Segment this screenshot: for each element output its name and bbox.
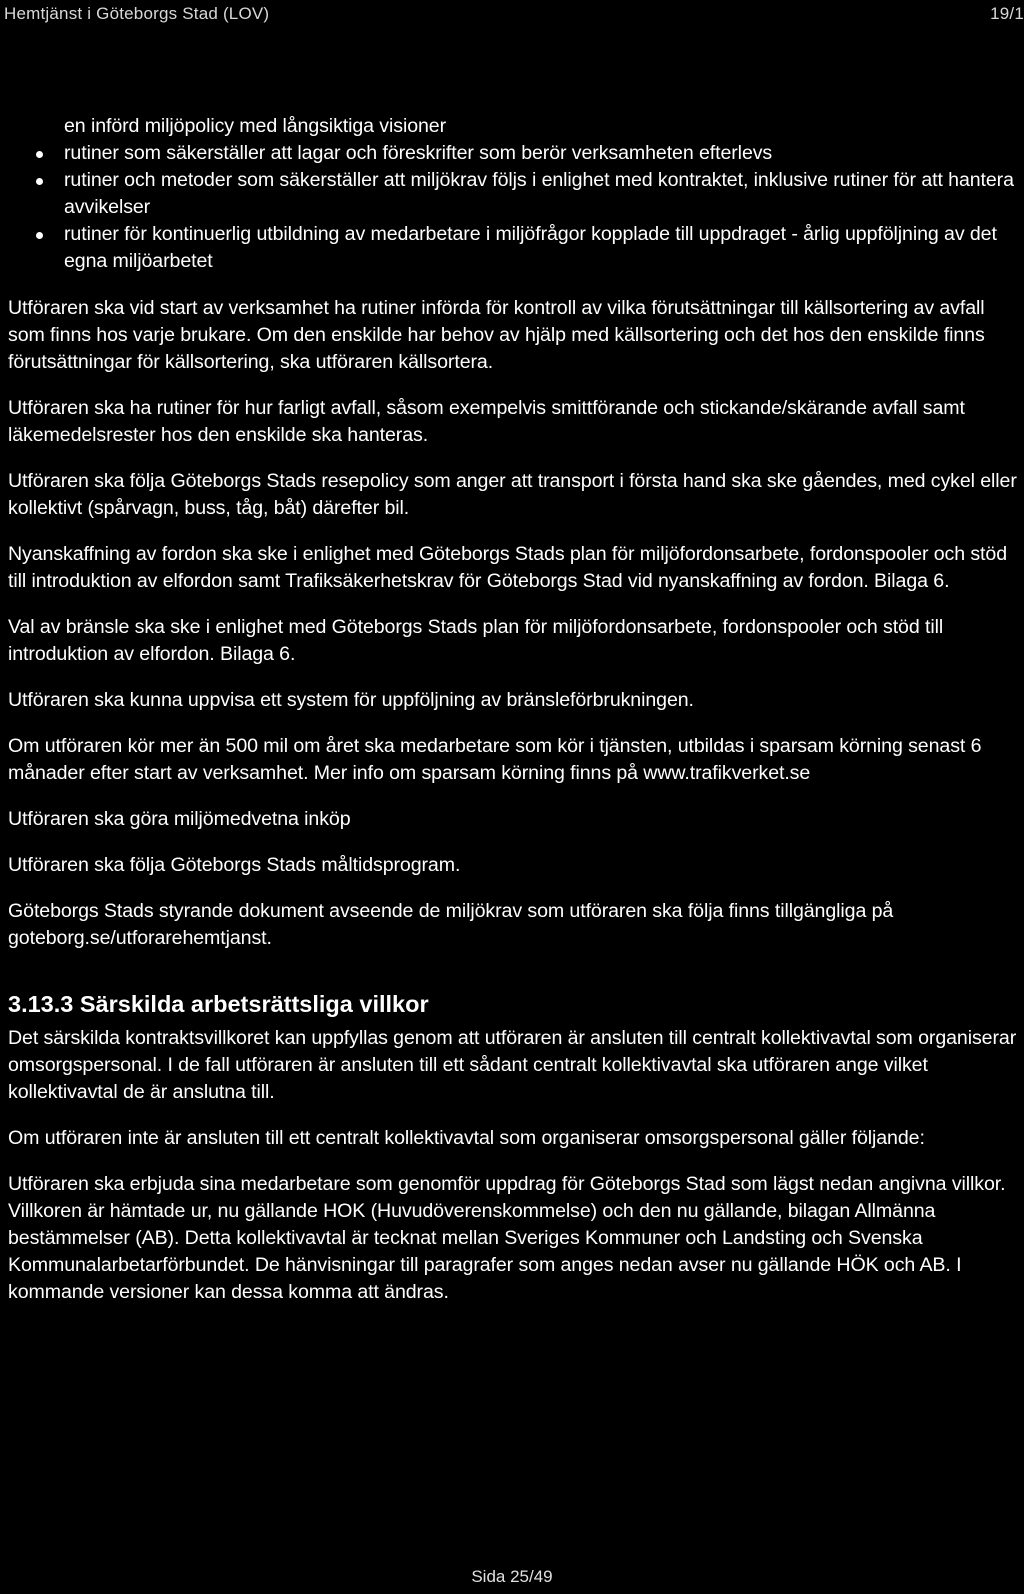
document-reference: 19/1 [990,4,1024,23]
paragraph-purchasing: Utföraren ska göra miljömedvetna inköp [8,808,351,830]
paragraph-governing-documents: Göteborgs Stads styrande dokument avseende de miljökrav som utföraren ska följa finns tillgängliga på goteborg.se/utforarehemtjanst. [8,900,894,949]
list-item-text: rutiner och metoder som säkerställer att miljökrav följs i enlighet med kontraktet, inklusive rutiner för att hantera avvikelser [64,169,1014,218]
section-heading: 3.13.3 Särskilda arbetsrättsliga villkor [8,991,429,1017]
page-number: Sida 25/49 [471,1567,553,1586]
requirements-list [8,140,1018,275]
bullet-icon [36,151,43,158]
paragraph-collective-agreement: Det särskilda kontraktsvillkoret kan uppfyllas genom att utföraren är ansluten till centralt kollektivavtal som organiserar omsorgspersonal. I de fall utföraren är ansluten till ett sådant centralt kollektivavtal ska utföraren ange vilket kollektivavtal de är anslutna till. [8,1027,1017,1103]
paragraph-fuel-followup: Utföraren ska kunna uppvisa ett system för uppföljning av bränsleförbrukningen. [8,689,694,711]
list-item-text: rutiner som säkerställer att lagar och föreskrifter som berör verksamheten efterlevs [64,142,773,164]
list-item-text: rutiner för kontinuerlig utbildning av medarbetare i miljöfrågor kopplade till uppdraget - årlig uppföljning av det egna miljöarbetet [64,223,997,272]
paragraph-travel-policy: Utföraren ska följa Göteborgs Stads resepolicy som anger att transport i första hand ska ske gåendes, med cykel eller kollektivt (spårvagn, buss, tåg, båt) därefter bil. [8,470,1017,519]
paragraph-meal-program: Utföraren ska följa Göteborgs Stads måltidsprogram. [8,854,461,876]
paragraph-fuel-choice: Val av bränsle ska ske i enlighet med Göteborgs Stads plan för miljöfordonsarbete, fordonspooler och stöd till introduktion av elfordon. Bilaga 6. [8,616,944,665]
page-header [4,4,1024,30]
list-item [8,221,1018,275]
paragraph-hazardous-waste: Utföraren ska ha rutiner för hur farligt avfall, såsom exempelvis smittförande och stickande/skärande avfall samt läkemedelsrester hos den enskilde ska hanteras. [8,397,965,446]
document-body [8,113,1018,1306]
document-title: Hemtjänst i Göteborgs Stad (LOV) [4,4,270,23]
paragraph-minimum-conditions: Utföraren ska erbjuda sina medarbetare som genomför uppdrag för Göteborgs Stad som lägst nedan angivna villkor. Villkoren är hämtade ur, nu gällande HOK (Huvudöverenskommelse) och den nu gällande, bilagan Allmänna bestämmelser (AB). Detta kollektivavtal är tecknat mellan Sveriges Kommuner och Landsting och Svenska Kommunalarbetarförbundet. De hänvisningar till paragrafer som anges nedan avser nu gällande HÖK och AB. I kommande versioner kan dessa komma att ändras. [8,1173,1006,1303]
bullet-icon [36,232,43,239]
list-lead-item: en införd miljöpolicy med långsiktiga visioner [64,115,447,137]
paragraph-waste-sorting: Utföraren ska vid start av verksamhet ha rutiner införda för kontroll av vilka förutsättningar till källsortering av avfall som finns hos varje brukare. Om den enskilde har behov av hjälp med källsortering och det hos den enskilde finns förutsättningar för källsortering, ska utföraren källsortera. [8,297,985,373]
paragraph-not-connected: Om utföraren inte är ansluten till ett centralt kollektivavtal som organiserar omsorgspersonal gäller följande: [8,1127,925,1149]
paragraph-vehicle-purchase: Nyanskaffning av fordon ska ske i enlighet med Göteborgs Stads plan för miljöfordonsarbete, fordonspooler och stöd till introduktion av elfordon samt Trafiksäkerhetskrav för Göteborgs Stad vid nyanskaffning av fordon. Bilaga 6. [8,543,1007,592]
bullet-icon [36,178,43,185]
list-item [8,167,1018,221]
paragraph-eco-driving: Om utföraren kör mer än 500 mil om året ska medarbetare som kör i tjänsten, utbildas i sparsam körning senast 6 månader efter start av verksamhet. Mer info om sparsam körning finns på www.trafikverket.se [8,735,982,784]
list-item [8,140,1018,167]
